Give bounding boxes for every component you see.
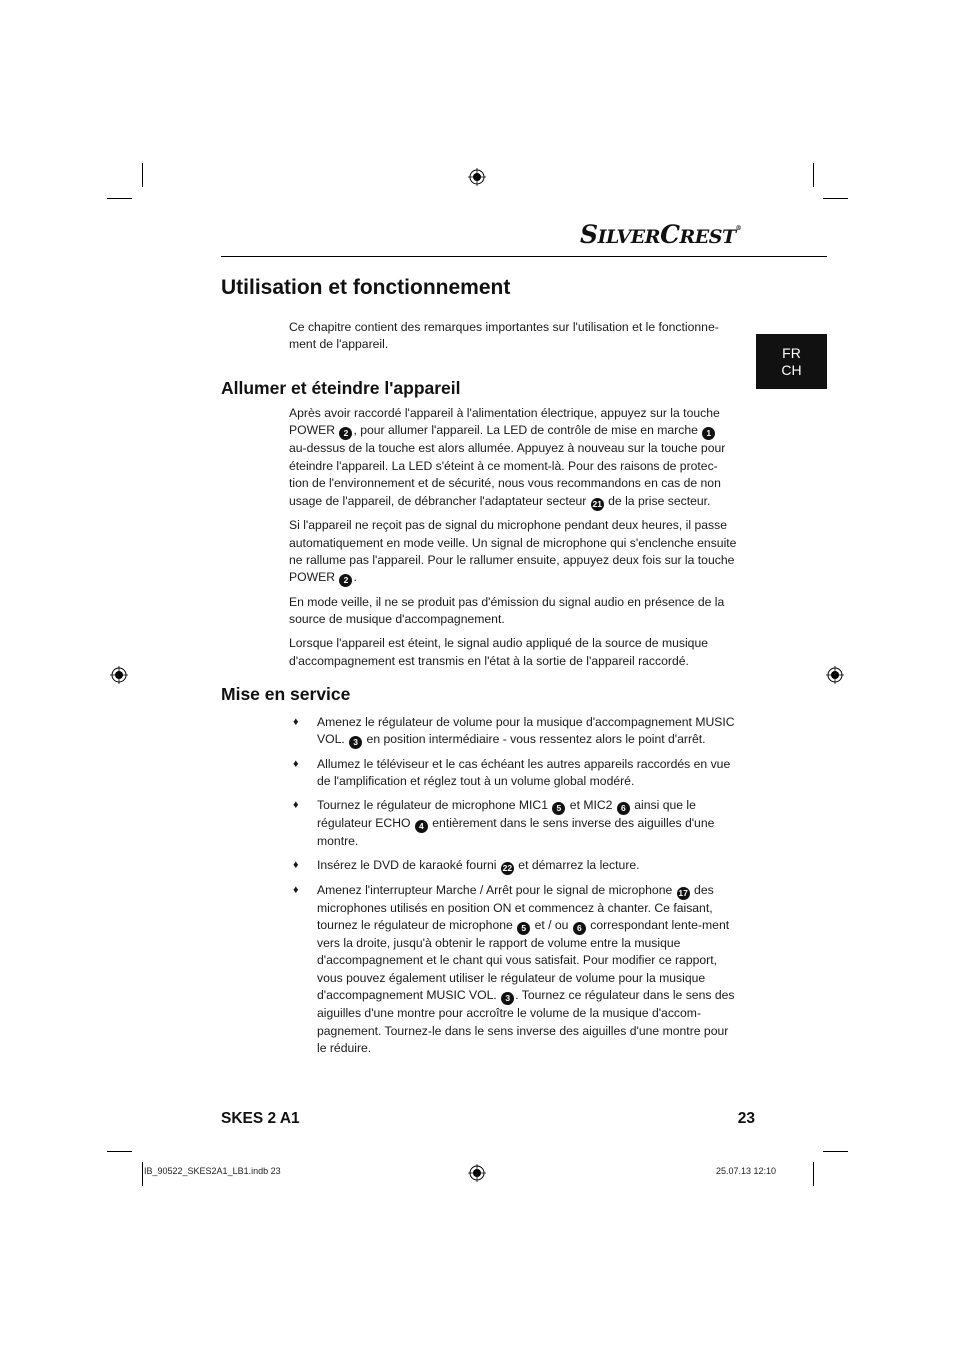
footer-model-number: SKES 2 A1 xyxy=(221,1110,300,1127)
registration-mark-icon xyxy=(826,666,844,684)
section-setup-list xyxy=(289,714,737,1064)
page-title: Utilisation et fonctionnement xyxy=(221,276,511,299)
registration-mark-icon xyxy=(468,1164,486,1182)
crop-mark xyxy=(823,198,848,199)
item-number-badge: 6 xyxy=(573,922,586,935)
item-number-badge: 22 xyxy=(502,863,513,874)
list-item: ♦ Insérez le DVD de karaoké fourni 22 et démarrez la lecture. xyxy=(293,858,640,874)
print-slug-file: IB_90522_SKES2A1_LB1.indb 23 xyxy=(144,1166,281,1176)
bullet-icon: ♦ xyxy=(293,757,299,770)
section-heading-power: Allumer et éteindre l'appareil xyxy=(221,378,461,398)
language-code-fr: FR xyxy=(782,345,801,361)
list-item: ♦ Allumez le téléviseur et le cas échéant les autres appareils raccordés en vue de l'amplification et réglez tout à un volume global modéré. xyxy=(293,756,731,789)
crop-mark xyxy=(823,1151,848,1152)
section-heading-setup: Mise en service xyxy=(221,684,351,704)
item-number-badge: 3 xyxy=(501,992,514,1005)
paragraph: En mode veille, il ne se produit pas d'émission du signal audio en présence de la source de musique d'accompagnement. xyxy=(289,594,725,627)
paragraph: Lorsque l'appareil est éteint, le signal audio appliqué de la source de musique d'accompagnement est transmis en l'état à la sortie de l'appareil raccordé. xyxy=(289,636,709,668)
item-number-badge: 6 xyxy=(617,802,630,815)
item-number-badge: 21 xyxy=(592,498,602,509)
section-power-body xyxy=(289,405,737,676)
bullet-icon: ♦ xyxy=(293,883,299,896)
bullet-icon: ♦ xyxy=(293,799,299,812)
paragraph: Si l'appareil ne reçoit pas de signal du microphone pendant deux heures, il passe automatiquement en mode veille. Un signal de microphone qui s'enclenche ensuite ne rallume pas l'appareil. Pour le rallumer ensuite, appuyez deux fois sur la touche POWER 2 . xyxy=(289,518,737,586)
registration-mark-icon xyxy=(110,666,128,684)
item-number-badge: 5 xyxy=(552,802,565,815)
paragraph: Après avoir raccordé l'appareil à l'alimentation électrique, appuyez sur la touche POWER 2 , pour allumer l'appareil. La LED de contrôle de mise en marche 1 au-dessus de la touche est alors allumée. Appuyez à nouveau sur la touche pour éteindre l'appareil. La LED s'éteint à ce moment-là. Pour des raisons de protec-tion de l'environnement et de sécurité, nous vous recommandons en cas de non usage de l'appareil, de débrancher l'adaptateur secteur 21 de la prise secteur. xyxy=(289,406,726,509)
bullet-icon: ♦ xyxy=(293,716,299,728)
bullet-icon: ♦ xyxy=(293,859,299,872)
print-slug-date: 25.07.13 12:10 xyxy=(715,1166,776,1176)
item-number-badge: 2 xyxy=(339,574,352,587)
crop-mark xyxy=(107,1151,132,1152)
item-number-badge: 5 xyxy=(517,922,530,935)
item-number-badge: 17 xyxy=(678,887,688,898)
crop-mark xyxy=(107,198,132,199)
item-number-badge: 2 xyxy=(339,427,352,440)
crop-mark xyxy=(142,1162,143,1186)
list-item: ♦ Tournez le régulateur de microphone MIC1 5 et MIC2 6 ainsi que le régulateur ECHO 4 entièrement dans le sens inverse des aiguilles d'une montre. xyxy=(293,798,715,849)
header-rule xyxy=(221,256,827,257)
crop-mark xyxy=(813,163,814,187)
language-code-ch: CH xyxy=(781,362,802,378)
crop-mark xyxy=(813,1162,814,1186)
crop-mark xyxy=(142,163,143,187)
item-number-badge: 4 xyxy=(415,820,428,833)
item-number-badge: 1 xyxy=(702,427,715,440)
registration-mark-icon xyxy=(468,168,486,186)
list-item: ♦ Amenez l'interrupteur Marche / Arrêt pour le signal de microphone 17 des microphones utilisés en position ON et commencez à chanter. Ce faisant, tournez le régulateur de microphone 5 et / ou 6 correspondant lente-ment vers la droite, jusqu'à obtenir le rapport de volume entre la musique d'accompagnement et le chant qui vous satisfait. Pour modifier ce rapport, vous pouvez également utiliser le régulateur de volume pour la musique d'accompagnement MUSIC VOL. 3 . Tournez ce régulateur dans le sens des aiguilles d'une montre pour accroître le volume de la musique d'accom-pagnement. Tournez-le dans le sens inverse des aiguilles d'une montre pour le réduire. xyxy=(293,882,735,1056)
silvercrest-logo: SILVERCREST® xyxy=(580,220,742,249)
page-number: 23 xyxy=(737,1110,755,1127)
language-tab xyxy=(756,334,827,389)
item-number-badge: 3 xyxy=(349,736,362,749)
intro-paragraph: Ce chapitre contient des remarques importantes sur l'utilisation et le fonctionne-ment de l'appareil. xyxy=(289,320,719,352)
list-item: ♦ Amenez le régulateur de volume pour la musique d'accompagnement MUSIC VOL. 3 en position intermédiaire - vous ressentez alors le point d'arrêt. xyxy=(293,715,735,748)
